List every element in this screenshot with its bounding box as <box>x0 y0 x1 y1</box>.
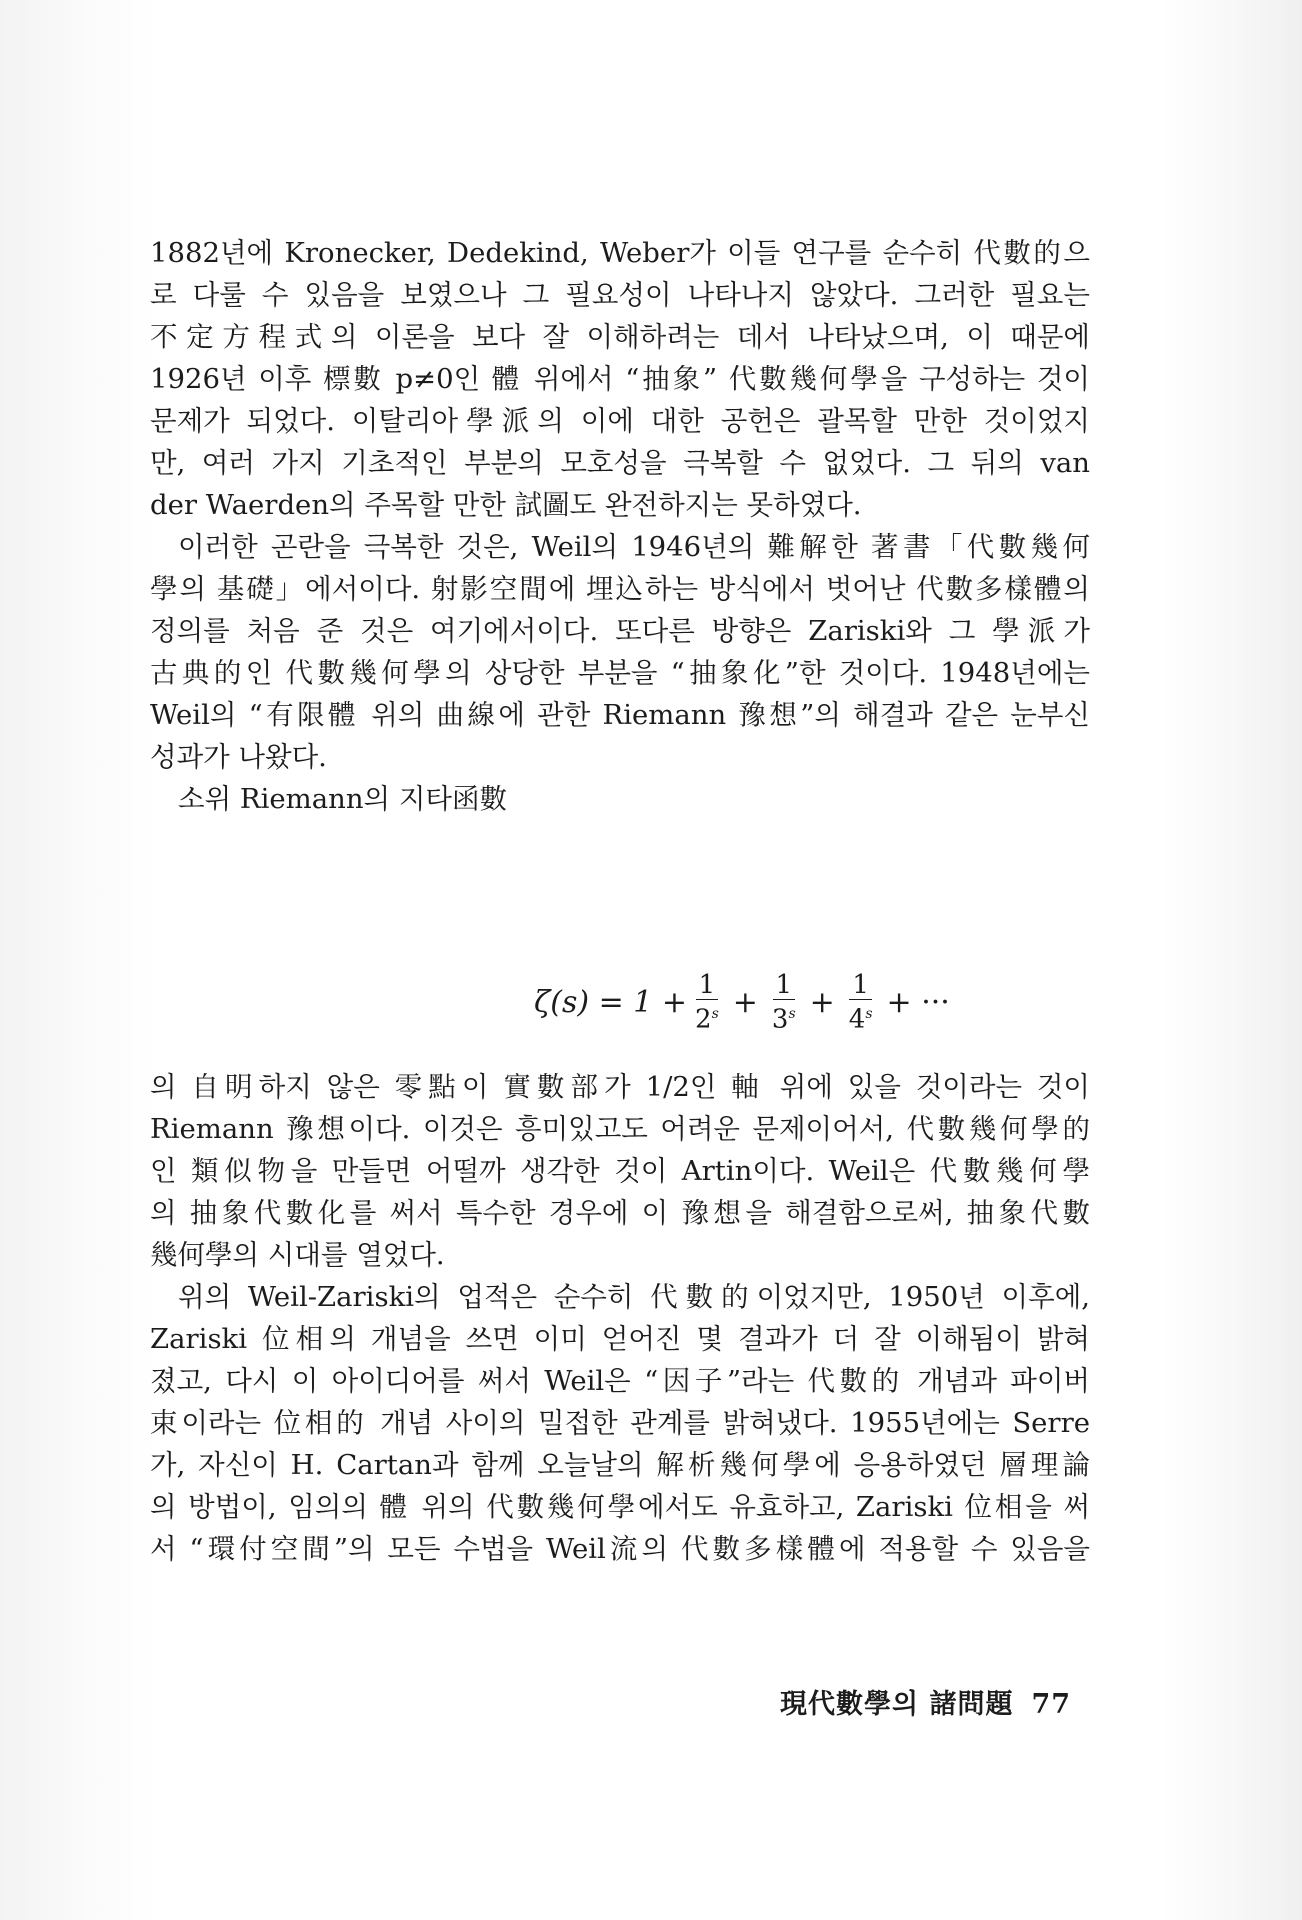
formula-lhs: ζ(s) = 1 + <box>534 984 688 1020</box>
text-line: 古典的인 代數幾何學의 상당한 부분을 “抽象化”한 것이다. 1948년에는 <box>150 657 1090 689</box>
text-line: 1882년에 Kronecker, Dedekind, Weber가 이들 연구를 순수히 代數的으 <box>150 237 1090 269</box>
text-line: Zariski 位相의 개념을 쓰면 이미 얻어진 몇 결과가 더 잘 이해됨이 밝혀 <box>150 1323 1090 1355</box>
running-title: 現代數學의 諸問題 <box>780 1689 1014 1720</box>
text-line: der Waerden의 주목할 만한 試圖도 완전하지는 못하였다. <box>150 489 862 521</box>
text-line: 소위 Riemann의 지타函數 <box>178 783 507 815</box>
text-line: 學의 基礎」에서이다. 射影空間에 埋込하는 방식에서 벗어난 代數多樣體의 <box>150 573 1090 605</box>
text-line: 의 抽象代數化를 써서 특수한 경우에 이 豫想을 해결함으로써, 抽象代數 <box>150 1197 1090 1229</box>
text-line: 서 “環付空間”의 모든 수법을 Weil流의 代數多樣體에 적용할 수 있음을 <box>150 1533 1090 1565</box>
paragraph-4 <box>150 1066 1090 1276</box>
text-line: 幾何學의 시대를 열었다. <box>150 1239 445 1271</box>
fraction-term <box>693 971 721 1034</box>
text-line: 의 방법이, 임의의 體 위의 代數幾何學에서도 유효하고, Zariski 位相을 써 <box>150 1491 1090 1523</box>
upper-text-block <box>150 232 1090 820</box>
text-line: Riemann 豫想이다. 이것은 흥미있고도 어려운 문제이어서, 代數幾何學的 <box>150 1113 1090 1145</box>
lower-text-block <box>150 1066 1090 1570</box>
paragraph-1 <box>150 232 1090 526</box>
text-line: 로 다룰 수 있음을 보였으나 그 필요성이 나타나지 않았다. 그러한 필요는 <box>150 279 1090 311</box>
text-line: Weil의 “有限體 위의 曲線에 관한 Riemann 豫想”의 해결과 같은 눈부신 <box>150 699 1090 731</box>
text-line: 인 類似物을 만들면 어떨까 생각한 것이 Artin이다. Weil은 代數幾何學 <box>150 1155 1090 1187</box>
formula-tail: + ··· <box>886 984 950 1020</box>
text-line: 위의 Weil-Zariski의 업적은 순수히 代數的이었지만, 1950년 이후에, <box>178 1281 1090 1313</box>
plus-sign: + <box>809 984 835 1020</box>
fraction-numerator: 1 <box>849 971 872 1000</box>
text-line: 1926년 이후 標數 p≠0인 體 위에서 “抽象” 代數幾何學을 구성하는 것이 <box>150 363 1090 395</box>
text-line: 성과가 나왔다. <box>150 741 327 773</box>
page-footer <box>780 1682 1071 1721</box>
zeta-formula <box>150 958 1090 1050</box>
text-line: 정의를 처음 준 것은 여기에서이다. 또다른 방향은 Zariski와 그 學派가 <box>150 615 1090 647</box>
paragraph-3 <box>150 778 1090 820</box>
fraction-denominator: 4$^s$ <box>848 1004 873 1035</box>
paragraph-2 <box>150 526 1090 778</box>
text-line: 이러한 곤란을 극복한 것은, Weil의 1946년의 難解한 著書「代數幾何 <box>178 531 1090 563</box>
fraction-numerator: 1 <box>773 971 796 1000</box>
text-line: 만, 여러 가지 기초적인 부분의 모호성을 극복할 수 없었다. 그 뒤의 van <box>150 447 1090 479</box>
page-number: 77 <box>1031 1689 1072 1720</box>
fraction-term <box>847 971 875 1034</box>
fraction-denominator: 3$^s$ <box>771 1004 796 1035</box>
fraction-numerator: 1 <box>696 971 719 1000</box>
text-line: 束이라는 位相的 개념 사이의 밀접한 관계를 밝혀냈다. 1955년에는 Serre <box>150 1407 1090 1439</box>
fraction-denominator: 2$^s$ <box>695 1004 719 1035</box>
paragraph-5 <box>150 1276 1090 1570</box>
text-line: 문제가 되었다. 이탈리아學派의 이에 대한 공헌은 괄목할 만한 것이었지 <box>150 405 1090 437</box>
formula-expression <box>534 962 956 1042</box>
plus-sign: + <box>732 984 758 1020</box>
text-line: 不定方程式의 이론을 보다 잘 이해하려는 데서 나타났으며, 이 때문에 <box>150 321 1090 353</box>
text-line: 졌고, 다시 이 아이디어를 써서 Weil은 “因子”라는 代數的 개념과 파이버 <box>150 1365 1090 1397</box>
text-line: 의 自明하지 않은 零點이 實數部가 1/2인 軸 위에 있을 것이라는 것이 <box>150 1071 1090 1103</box>
text-line: 가, 자신이 H. Cartan과 함께 오늘날의 解析幾何學에 응용하였던 層理論 <box>150 1449 1090 1481</box>
fraction-term <box>770 971 798 1034</box>
